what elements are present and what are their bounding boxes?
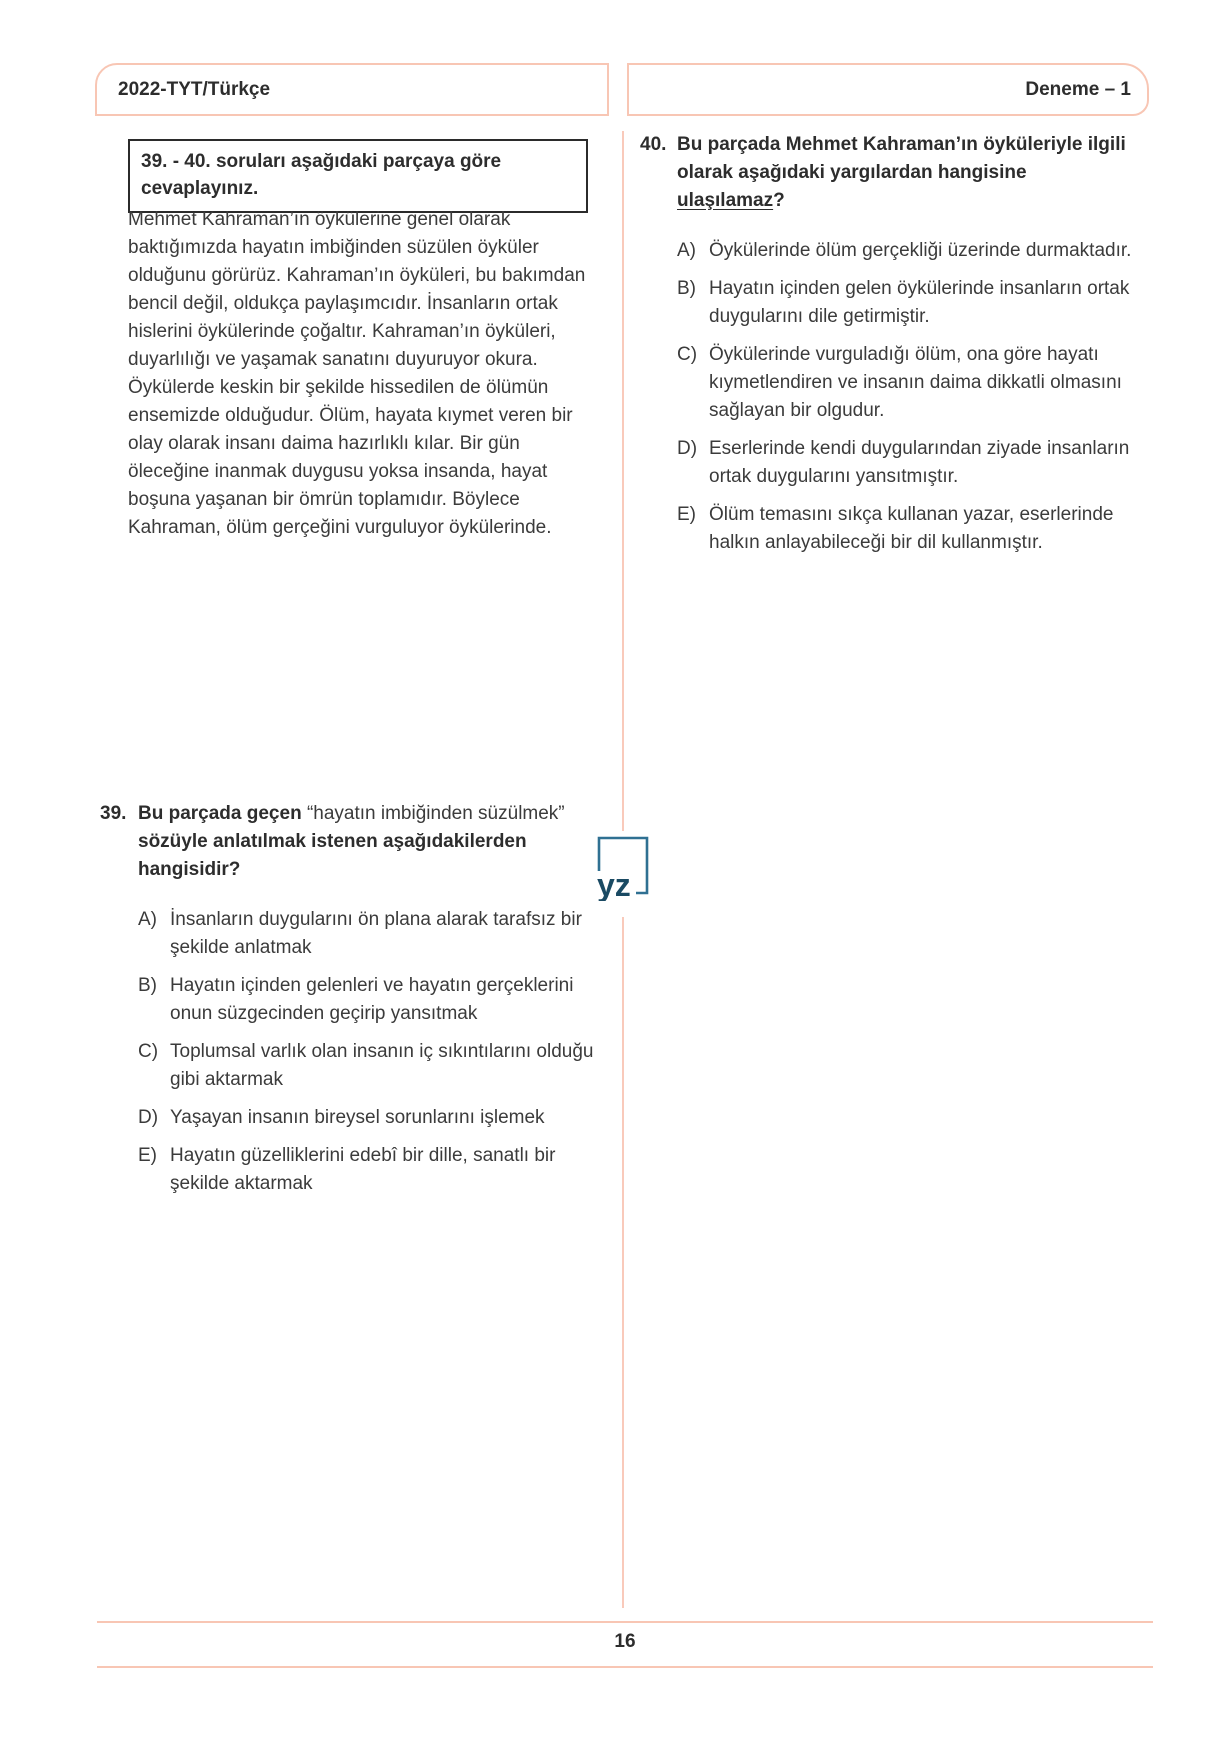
option-text: İnsanların duygularını ön plana alarak tarafsız bir şekilde anlatmak (170, 909, 582, 958)
option-text: Ölüm temasını sıkça kullanan yazar, eserlerinde halkın anlayabileceği bir dil kullanmıştır. (709, 504, 1114, 553)
publisher-logo (596, 835, 652, 901)
question-40-body (677, 131, 1132, 567)
option-text: Öykülerinde ölüm gerçekliği üzerinde durmaktadır. (709, 240, 1132, 261)
option-row-d (677, 435, 1132, 491)
option-text: Hayatın güzelliklerini edebî bir dille, sanatlı bir şekilde aktarmak (170, 1145, 556, 1194)
option-letter: A) (677, 240, 696, 261)
option-text: Hayatın içinden gelen öykülerinde insanların ortak duygularını dile getirmiştir. (709, 278, 1130, 327)
option-letter: C) (677, 344, 698, 365)
exam-title: 2022-TYT/Türkçe (118, 78, 271, 100)
option-text: Eserlerinde kendi duygularından ziyade insanların ortak duygularını yansıtmıştır. (709, 438, 1130, 487)
option-row-a (677, 237, 1132, 265)
option-letter: D) (677, 438, 698, 459)
option-text: Hayatın içinden gelenleri ve hayatın gerçeklerini onun süzgecinden geçirip yansıtmak (170, 975, 574, 1024)
question-39 (100, 800, 598, 1208)
option-letter: B) (138, 975, 157, 996)
header-test-name-box (627, 63, 1149, 116)
option-row-a (138, 906, 598, 962)
stem-part-quoted: “hayatın imbiğinden süzülmek” (306, 803, 565, 824)
footer-rule-bottom (97, 1666, 1153, 1668)
option-row-e (138, 1142, 598, 1198)
question-40-number: 40. (640, 134, 667, 155)
stem-part: Bu parçada geçen (138, 803, 307, 824)
option-row-e (677, 501, 1132, 557)
instruction-box (128, 139, 588, 213)
stem-part: Bu parçada Mehmet Kahraman’ın öyküleriyle ilgili olarak aşağıdaki yargılardan hangisine (677, 134, 1126, 183)
option-row-b (138, 972, 598, 1028)
test-name: Deneme – 1 (1025, 78, 1131, 100)
question-40-stem (677, 131, 1132, 215)
option-letter: C) (138, 1041, 159, 1062)
header-exam-title-box (95, 63, 609, 116)
question-39-body (138, 800, 598, 1208)
question-39-number: 39. (100, 803, 127, 824)
option-text: Toplumsal varlık olan insanın iç sıkıntılarını olduğu gibi aktarmak (170, 1041, 594, 1090)
question-40 (640, 131, 1132, 567)
passage-text: Mehmet Kahraman’ın öykülerine genel olarak baktığımızda hayatın imbiğinden süzülen öyküler olduğunu görürüz. Kahraman’ın öyküleri, bu bakımdan bencil değil, oldukça paylaşımcıdır. İnsanların ortak hislerini öykülerinde çoğaltır. Kahraman’ın öyküleri, duyarlılığı ve yaşamak sanatını duyuruyor okura. Öykülerde keskin bir şekilde hissedilen de ölümün ensemizde olduğudur. Ölüm, hayata kıymet veren bir olay olarak insanı daima hazırlıklı kılar. Bir gün öleceğine inanmak duygusu yoksa insanda, hayat boşuna yaşanan bir ömrün toplamıdır. Böylece Kahraman, ölüm gerçeğini vurguluyor öykülerinde. (128, 209, 586, 538)
yz-logo-icon (596, 835, 652, 901)
yz-logo-text: yz (597, 867, 631, 901)
option-letter: D) (138, 1107, 159, 1128)
option-letter: E) (677, 504, 696, 525)
option-row-c (677, 341, 1132, 425)
option-row-c (138, 1038, 598, 1094)
question-40-options (677, 237, 1132, 557)
column-divider-upper (622, 131, 624, 831)
stem-part: sözüyle anlatılmak istenen aşağıdakilerden hangisidir? (138, 831, 527, 880)
option-text: Öykülerinde vurguladığı ölüm, ona göre hayatı kıymetlendiren ve insanın daima dikkatli olmasını sağlayan bir olgudur. (709, 344, 1122, 421)
stem-part: ? (773, 190, 785, 211)
option-row-d (138, 1104, 598, 1132)
option-letter: B) (677, 278, 696, 299)
question-39-options (138, 906, 598, 1198)
instruction-text: 39. - 40. soruları aşağıdaki parçaya göre cevaplayınız. (141, 151, 502, 199)
option-text: Yaşayan insanın bireysel sorunlarını işlemek (170, 1107, 545, 1128)
footer-rule-top (97, 1621, 1153, 1623)
option-row-b (677, 275, 1132, 331)
stem-part-underlined: ulaşılamaz (677, 190, 774, 211)
page-number: 16 (614, 1631, 636, 1652)
column-divider-lower (622, 917, 624, 1608)
option-letter: A) (138, 909, 157, 930)
question-39-stem (138, 800, 598, 884)
option-letter: E) (138, 1145, 157, 1166)
